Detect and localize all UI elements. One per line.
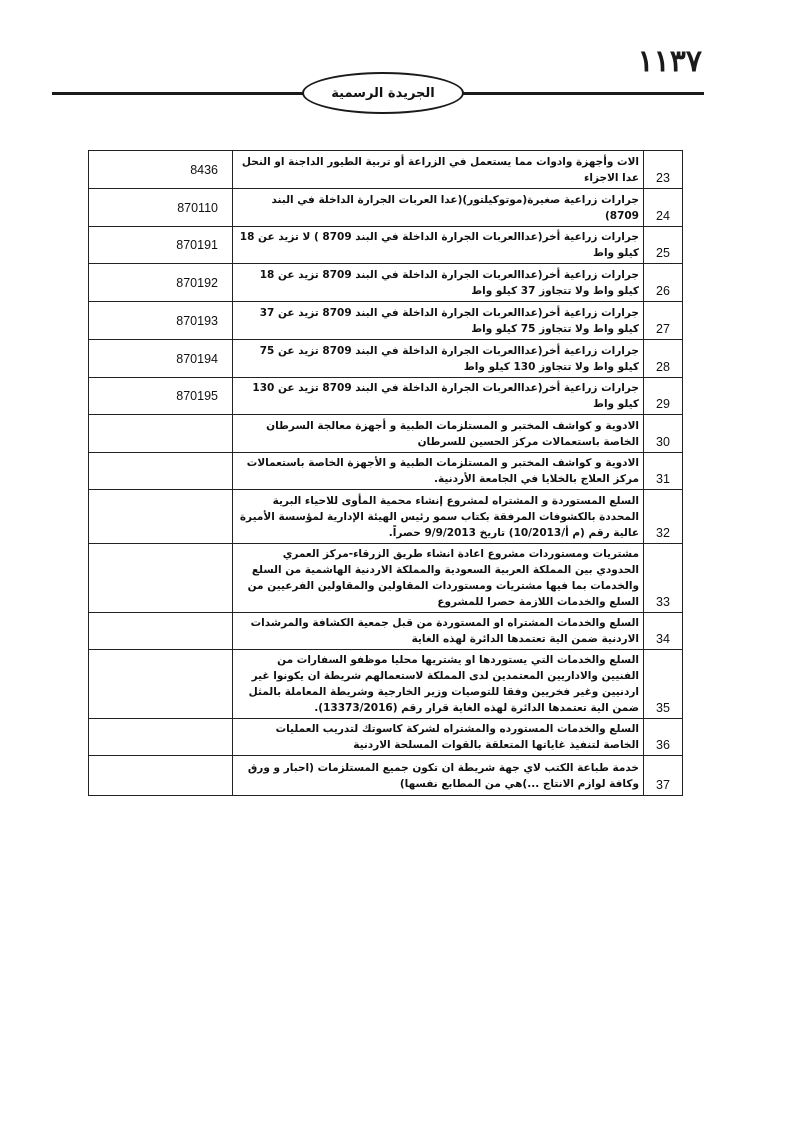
tariff-code-cell: 8436 [89, 151, 233, 189]
row-number-cell: 33 [644, 544, 683, 613]
table-row [89, 490, 683, 544]
table-row [89, 453, 683, 490]
tariff-code-cell [89, 415, 233, 453]
item-description-cell: السلع والخدمات المستورده والمشتراه لشركة كاسوتك لتدريب العمليات الخاصة لتنفيذ غاياتها المتعلقة بالقوات المسلحة الاردنية [233, 719, 644, 756]
item-description-cell: جرارات زراعية أخر(عداالعربات الجرارة الداخلة في البند 8709 ) لا تزيد عن 18 كيلو واط [233, 227, 644, 264]
row-number-cell: 25 [644, 227, 683, 264]
tariff-code-cell [89, 719, 233, 756]
table-row [89, 415, 683, 453]
row-number-cell: 30 [644, 415, 683, 453]
table-row [89, 378, 683, 415]
page-number: ١١٣٧ [637, 44, 702, 79]
row-number-cell: 27 [644, 302, 683, 340]
item-description-cell: جرارات زراعية أخر(عداالعربات الجرارة الداخلة في البند 8709 تزيد عن 18 كيلو واط ولا تتجاوز 37 كيلو واط [233, 264, 644, 302]
tariff-code-cell [89, 756, 233, 796]
table-row [89, 756, 683, 796]
item-description-cell: خدمة طباعة الكتب لاي جهة شريطة ان تكون جميع المستلزمات (احبار و ورق وكافة لوازم الانتاج ...)هي من المطابع نفسها) [233, 756, 644, 796]
tariff-code-cell: 870195 [89, 378, 233, 415]
table-row [89, 544, 683, 613]
tariff-code-cell: 870192 [89, 264, 233, 302]
item-description-cell: السلع والخدمات التي يستوردها او يشتريها محليا موظفو السفارات من الفنيين والاداريين المعتمدين لدى المملكة لاستعمالهم شريطة ان يكونوا غير اردنيين وغير فخريين وفقا للتوصيات وزير الخارجية وشريطة المعاملة بالمثل ضمن الية تعتمدها الدائرة لهذه الغاية قرار رقم (13373/2016). [233, 650, 644, 719]
tariff-code-cell: 870194 [89, 340, 233, 378]
item-description-cell: جرارات زراعية صغيرة(موتوكيلتور)(عدا العربات الجرارة الداخلة في البند 8709) [233, 189, 644, 227]
tariff-code-cell [89, 544, 233, 613]
row-number-cell: 35 [644, 650, 683, 719]
tariff-code-cell [89, 650, 233, 719]
item-description-cell: السلع والخدمات المشتراه او المستوردة من قبل جمعية الكشافة والمرشدات الاردنية ضمن الية تعتمدها الدائرة لهذه الغاية [233, 613, 644, 650]
table-row [89, 264, 683, 302]
table-row [89, 650, 683, 719]
table-row [89, 151, 683, 189]
item-description-cell: جرارات زراعية أخر(عداالعربات الجرارة الداخلة في البند 8709 تزيد عن 75 كيلو واط ولا تتجاوز 130 كيلو واط [233, 340, 644, 378]
table-row [89, 613, 683, 650]
tariff-code-cell [89, 613, 233, 650]
item-description-cell: الادوية و كواشف المختبر و المستلزمات الطبية و الأجهزة الخاصة باستعمالات مركز العلاج بالخلايا في الجامعة الأردنية. [233, 453, 644, 490]
gazette-title: الجريدة الرسمية [302, 72, 464, 114]
item-description-cell: الات وأجهزة وادوات مما يستعمل في الزراعة أو تربية الطيور الداجنة او النحل عدا الاجزاء [233, 151, 644, 189]
tariff-code-cell: 870110 [89, 189, 233, 227]
tariff-code-cell [89, 490, 233, 544]
item-description-cell: مشتريات ومستوردات مشروع اعادة انشاء طريق الزرقاء-مركز العمري الحدودي بين المملكة العربية السعودية والمملكة الاردنية الهاشمية من السلع والخدمات بما فيها مشتريات ومستوردات المقاولين والمقاولين الفرعيين من السلع والخدمات اللازمة حصرا للمشروع [233, 544, 644, 613]
goods-table [88, 150, 683, 796]
row-number-cell: 36 [644, 719, 683, 756]
row-number-cell: 29 [644, 378, 683, 415]
row-number-cell: 34 [644, 613, 683, 650]
row-number-cell: 32 [644, 490, 683, 544]
item-description-cell: الادوية و كواشف المختبر و المستلزمات الطبية و أجهزة معالجة السرطان الخاصة باستعمالات مركز الحسين للسرطان [233, 415, 644, 453]
table-row [89, 340, 683, 378]
tariff-code-cell: 870191 [89, 227, 233, 264]
table-row [89, 189, 683, 227]
tariff-code-cell [89, 453, 233, 490]
table-row [89, 719, 683, 756]
row-number-cell: 26 [644, 264, 683, 302]
table-row [89, 227, 683, 264]
row-number-cell: 28 [644, 340, 683, 378]
row-number-cell: 31 [644, 453, 683, 490]
row-number-cell: 37 [644, 756, 683, 796]
row-number-cell: 24 [644, 189, 683, 227]
table-row [89, 302, 683, 340]
item-description-cell: جرارات زراعية أخر(عداالعربات الجرارة الداخلة في البند 8709 تزيد عن 37 كيلو واط ولا تتجاوز 75 كيلو واط [233, 302, 644, 340]
tariff-code-cell: 870193 [89, 302, 233, 340]
item-description-cell: جرارات زراعية أخر(عداالعربات الجرارة الداخلة في البند 8709 تزيد عن 130 كيلو واط [233, 378, 644, 415]
row-number-cell: 23 [644, 151, 683, 189]
item-description-cell: السلع المستوردة و المشتراه لمشروع إنشاء محمية المأوى للاحياء البرية المحددة بالكشوفات المرفقة بكتاب سمو رئيس الهيئة الإدارية لمؤسسة الأميرة عالية رقم (م أ/10/2013) تاريخ 9/9/2013 حصراً. [233, 490, 644, 544]
